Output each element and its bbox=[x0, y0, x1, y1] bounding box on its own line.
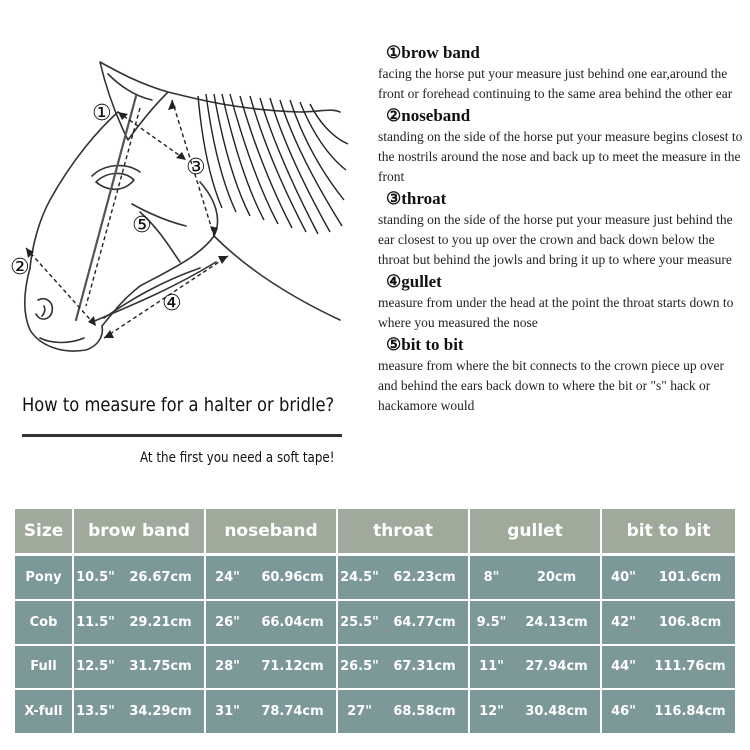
marker-1: ① bbox=[92, 101, 112, 126]
gullet-inch: 9.5" bbox=[469, 600, 513, 645]
noseband-inch: 26" bbox=[205, 600, 249, 645]
throat-inch: 26.5" bbox=[337, 645, 381, 690]
gullet-inch: 11" bbox=[469, 645, 513, 690]
marker-2: ② bbox=[10, 255, 30, 280]
table-row-pony bbox=[15, 555, 735, 600]
bit-to-bit-inch: 40" bbox=[601, 555, 645, 600]
noseband-inch: 31" bbox=[205, 689, 249, 734]
size-cell: Cob bbox=[15, 600, 73, 645]
throat-inch: 24.5" bbox=[337, 555, 381, 600]
header-throat: throat bbox=[337, 509, 469, 555]
bit-to-bit-cm: 106.8cm bbox=[645, 600, 735, 645]
instruction-text-noseband: standing on the side of the horse put your measure begins closest to the nostrils around the nose and back up to meet the measure in the front bbox=[378, 129, 743, 184]
instruction-heading-brow-band: ①brow band bbox=[386, 43, 480, 62]
instruction-text-brow-band: facing the horse put your measure just behind one ear,around the front or forehead continuing to the same area behind the other ear bbox=[378, 66, 733, 101]
brow-band-cm: 29.21cm bbox=[117, 600, 205, 645]
gullet-cm: 27.94cm bbox=[513, 645, 601, 690]
bit-to-bit-cm: 116.84cm bbox=[645, 689, 735, 734]
bit-to-bit-inch: 42" bbox=[601, 600, 645, 645]
brow-band-cm: 26.67cm bbox=[117, 555, 205, 600]
gullet-cm: 24.13cm bbox=[513, 600, 601, 645]
noseband-cm: 60.96cm bbox=[249, 555, 337, 600]
bit-to-bit-inch: 46" bbox=[601, 689, 645, 734]
throat-inch: 27" bbox=[337, 689, 381, 734]
throat-cm: 64.77cm bbox=[381, 600, 469, 645]
gullet-cm: 30.48cm bbox=[513, 689, 601, 734]
noseband-inch: 24" bbox=[205, 555, 249, 600]
measurement-instructions bbox=[378, 42, 746, 417]
noseband-cm: 71.12cm bbox=[249, 645, 337, 690]
table-row-cob bbox=[15, 600, 735, 645]
marker-4: ④ bbox=[162, 291, 182, 316]
header-bit-to-bit: bit to bit bbox=[601, 509, 735, 555]
table-row-full bbox=[15, 645, 735, 690]
size-chart-table bbox=[15, 509, 735, 735]
brow-band-inch: 12.5" bbox=[73, 645, 117, 690]
instruction-heading-noseband: ②noseband bbox=[386, 106, 471, 125]
gullet-cm: 20cm bbox=[513, 555, 601, 600]
instruction-text-throat: standing on the side of the horse put your measure just behind the ear closest to you up over the crown and back down below the throat but behind the jowls and bring it up to where your measure bbox=[378, 212, 733, 267]
brow-band-inch: 11.5" bbox=[73, 600, 117, 645]
caption-subtitle: At the first you need a soft tape! bbox=[140, 450, 335, 466]
instruction-text-bit-to-bit: measure from where the bit connects to the crown piece up over and behind the ears back down to where the bit or "s" hack or hackamore would bbox=[378, 358, 724, 413]
throat-inch: 25.5" bbox=[337, 600, 381, 645]
table-header-row bbox=[15, 509, 735, 555]
bit-to-bit-inch: 44" bbox=[601, 645, 645, 690]
throat-cm: 68.58cm bbox=[381, 689, 469, 734]
gullet-inch: 12" bbox=[469, 689, 513, 734]
marker-3: ③ bbox=[186, 155, 206, 180]
gullet-inch: 8" bbox=[469, 555, 513, 600]
throat-cm: 67.31cm bbox=[381, 645, 469, 690]
horse-head-illustration bbox=[0, 40, 360, 370]
caption-title: How to measure for a halter or bridle? bbox=[22, 394, 335, 416]
header-size: Size bbox=[15, 509, 73, 555]
bit-to-bit-cm: 111.76cm bbox=[645, 645, 735, 690]
marker-5: ⑤ bbox=[132, 213, 152, 238]
instruction-heading-throat: ③throat bbox=[386, 189, 447, 208]
instruction-heading-bit-to-bit: ⑤bit to bit bbox=[386, 335, 464, 354]
noseband-cm: 66.04cm bbox=[249, 600, 337, 645]
instruction-heading-gullet: ④gullet bbox=[386, 272, 442, 291]
brow-band-inch: 13.5" bbox=[73, 689, 117, 734]
size-cell: X-full bbox=[15, 689, 73, 734]
header-gullet: gullet bbox=[469, 509, 601, 555]
header-brow-band: brow band bbox=[73, 509, 205, 555]
brow-band-cm: 34.29cm bbox=[117, 689, 205, 734]
size-cell: Pony bbox=[15, 555, 73, 600]
brow-band-inch: 10.5" bbox=[73, 555, 117, 600]
throat-cm: 62.23cm bbox=[381, 555, 469, 600]
noseband-inch: 28" bbox=[205, 645, 249, 690]
bit-to-bit-cm: 101.6cm bbox=[645, 555, 735, 600]
caption-divider bbox=[22, 434, 342, 437]
noseband-cm: 78.74cm bbox=[249, 689, 337, 734]
table-row-x-full bbox=[15, 689, 735, 734]
instruction-text-gullet: measure from under the head at the point the throat starts down to where you measured the nose bbox=[378, 295, 734, 330]
header-noseband: noseband bbox=[205, 509, 337, 555]
brow-band-cm: 31.75cm bbox=[117, 645, 205, 690]
size-cell: Full bbox=[15, 645, 73, 690]
